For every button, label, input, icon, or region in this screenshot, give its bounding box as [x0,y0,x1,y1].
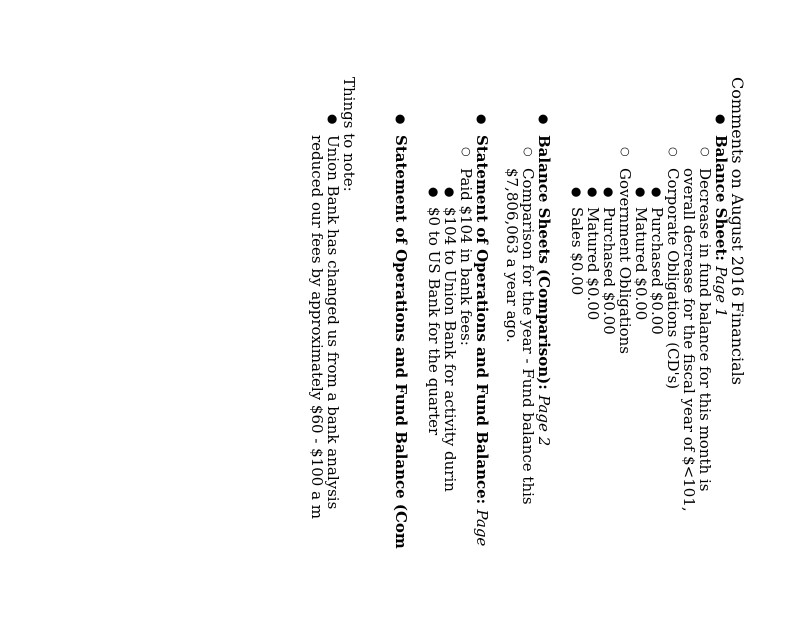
circle-bullet-icon: ○ [667,147,680,157]
circle-bullet-icon: ○ [522,147,535,157]
corporate-matured: Matured $0.00 [632,207,650,321]
balance-comparison-section [535,135,553,446]
balance-sheet-line-1: Decrease in fund balance for this month is [696,168,714,492]
bullet-icon: ● [443,187,457,198]
balance-comparison-line-2: $7,806,063 a year ago. [503,168,521,343]
things-to-note-line-1: Union Bank has changed us from a bank analysis [324,135,342,510]
balance-sheet-page-ref: Page 1 [712,266,730,318]
government-obligations: Government Obligations [616,168,634,355]
bullet-icon: ● [427,187,441,198]
bullet-icon: ● [586,187,600,198]
bullet-icon: ● [537,114,551,125]
government-matured: Matured $0.00 [584,207,602,321]
balance-comparison-heading: Balance Sheets (Comparison): [535,135,553,390]
bullet-icon: ● [602,187,616,198]
circle-bullet-icon: ○ [699,147,712,157]
operations-heading: Statement of Operations and Fund Balance: [473,135,491,505]
operations-us-bank: $0 to US Bank for the quarter [425,207,443,436]
bullet-icon: ● [570,187,584,198]
circle-bullet-icon: ○ [619,147,632,157]
bullet-icon: ● [394,114,408,125]
balance-sheet-heading: Balance Sheet: [712,135,730,261]
bullet-icon: ● [714,114,728,125]
operations-comparison-heading: Statement of Operations and Fund Balance (Com [392,135,410,549]
operations-page-ref: Page [473,509,491,547]
operations-union-bank: $104 to Union Bank for activity durin [441,207,459,492]
balance-sheet-line-2: overall decrease for the fiscal year of $<101, [680,168,698,512]
balance-comparison-page-ref: Page 2 [535,395,553,447]
document-title: Comments on August 2016 Financials [728,77,747,385]
government-sales: Sales $0.00 [568,207,586,296]
bullet-icon: ● [326,114,340,125]
operations-section [473,135,491,546]
corporate-obligations: Corporate Obligations (CD's) [664,168,682,390]
things-to-note-line-2: reduced our fees by approximately $60 - $100 a m [308,135,326,520]
bullet-icon: ● [650,187,664,198]
corporate-purchased: Purchased $0.00 [648,207,666,335]
bullet-icon: ● [634,187,648,198]
circle-bullet-icon: ○ [460,147,473,157]
bullet-icon: ● [475,114,489,125]
things-to-note-label: Things to note: [340,77,358,192]
operations-paid-fees: Paid $104 in bank fees: [457,168,475,346]
government-purchased: Purchased $0.00 [600,207,618,335]
balance-comparison-line-1: Comparison for the year - Fund balance this [519,168,537,505]
balance-sheet-section [712,135,730,317]
